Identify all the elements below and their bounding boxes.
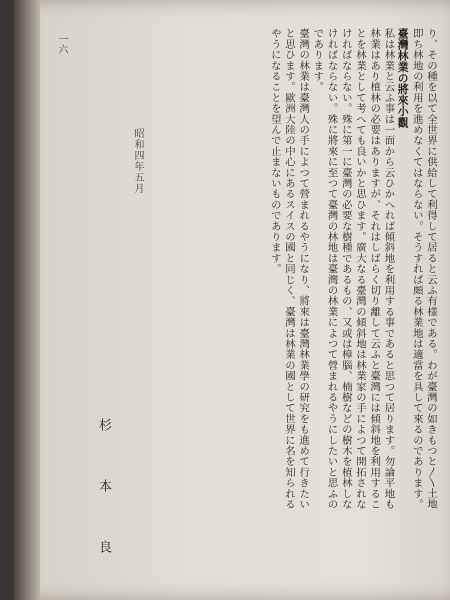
date-line: 昭和四年五月 [132, 128, 143, 194]
paragraph-intro: り、その種を以て全世界に供給して利得して居ると云ふ有様である。わが臺灣の如きもつと〳〵土地即ち林地の利用を進めなくてはならない。そうすれば頗る林業地は適當を具して來るのであります。 [410, 28, 437, 510]
paragraph-main: 私は林業と云ふ事は一面から云ひかへれば傾斜地を利用する事であると思つて居ります。勿論平地も林業はあり植林の必要はありますが、それはしばらく切り離して云ふと臺灣には傾斜地を利用することを林業として考へても良いかと思ひます。廣大なる臺灣の傾斜地は林業家の手によつて開拓されなければならない。殊に第一に臺灣の必要な樹種であるもの、又或は樟腦、楠樹などの樹木を植林しなければならない。殊に將來に至つて臺灣の林地は臺灣の林業によつて營まれるやうにしたいと思ふのであります。 [311, 28, 395, 510]
book-binding [14, 0, 40, 600]
book-page [14, 0, 450, 600]
page-number: 一六 [56, 34, 67, 54]
author-name: 杉 本 良 [96, 418, 111, 576]
section-heading: 臺灣林業の將來小觀 [396, 28, 410, 128]
paragraph-closing: 臺灣の林業は臺灣人の手によつて營まれるやうになり、將來は臺灣林業學の研究をも進めて行きたいと思ひます。歐洲大陸の中心にあるスイスの國と同じく、臺灣は林業の國として世界に名を知られるやうになることを望んで止まないものであります。 [268, 28, 310, 510]
